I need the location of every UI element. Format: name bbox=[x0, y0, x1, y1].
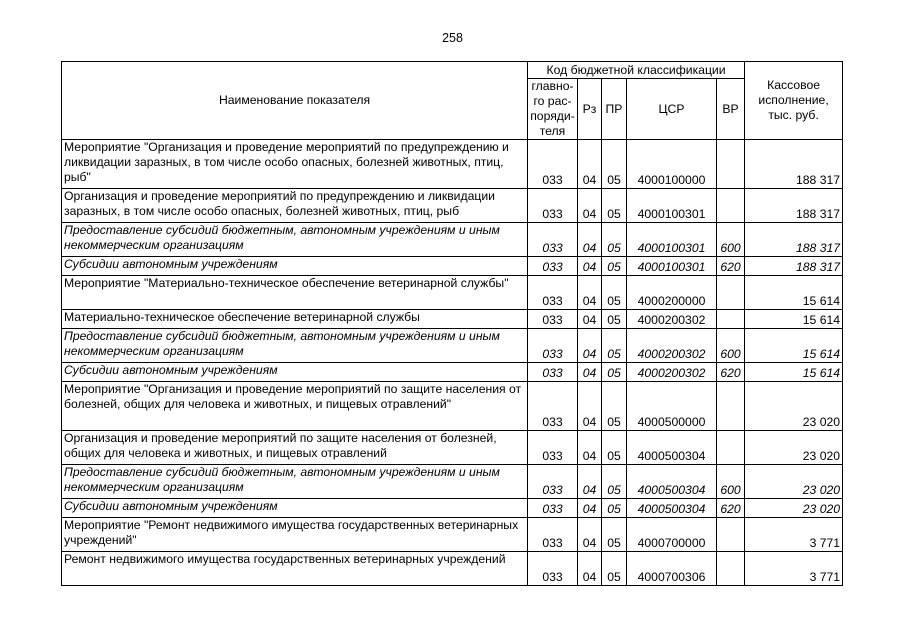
row-gr-cell: 033 bbox=[528, 223, 578, 257]
row-name-cell: Предоставление субсидий бюджетным, автономным учреждениям и иным некоммерческим организациям bbox=[62, 465, 528, 499]
row-name-cell: Организация и проведение мероприятий по предупреждению и ликвидации заразных, в том числе особо опасных, болезней животных, птиц, рыб bbox=[62, 189, 528, 223]
row-vr-cell bbox=[717, 276, 745, 310]
table-row bbox=[62, 465, 843, 499]
row-gr-cell: 033 bbox=[528, 465, 578, 499]
row-gr-cell: 033 bbox=[528, 329, 578, 363]
row-pr-cell: 05 bbox=[602, 257, 627, 276]
budget-execution-table bbox=[61, 61, 843, 586]
row-vr-cell bbox=[717, 382, 745, 431]
row-vr-cell: 600 bbox=[717, 465, 745, 499]
table-row bbox=[62, 310, 843, 329]
table-row bbox=[62, 363, 843, 382]
row-csr-cell: 4000700306 bbox=[627, 552, 717, 586]
row-pr-cell: 05 bbox=[602, 499, 627, 518]
row-csr-cell: 4000200302 bbox=[627, 329, 717, 363]
row-vr-cell bbox=[717, 518, 745, 552]
row-amount-cell: 23 020 bbox=[745, 465, 843, 499]
row-pr-cell: 05 bbox=[602, 276, 627, 310]
table-row bbox=[62, 257, 843, 276]
row-pr-cell: 05 bbox=[602, 140, 627, 189]
row-csr-cell: 4000500304 bbox=[627, 431, 717, 465]
row-name-cell: Субсидии автономным учреждениям bbox=[62, 257, 528, 276]
table-body bbox=[62, 140, 843, 586]
table-row bbox=[62, 431, 843, 465]
row-amount-cell: 188 317 bbox=[745, 223, 843, 257]
table-row bbox=[62, 329, 843, 363]
row-amount-cell: 23 020 bbox=[745, 382, 843, 431]
row-rz-cell: 04 bbox=[578, 257, 602, 276]
row-rz-cell: 04 bbox=[578, 329, 602, 363]
row-amount-cell: 3 771 bbox=[745, 552, 843, 586]
row-vr-cell bbox=[717, 552, 745, 586]
row-name-cell: Субсидии автономным учреждениям bbox=[62, 499, 528, 518]
page-number: 258 bbox=[442, 31, 463, 45]
row-vr-cell bbox=[717, 310, 745, 329]
row-name-cell: Мероприятие "Организация и проведение мероприятий по предупреждению и ликвидации заразных, в том числе особо опасных, болезней животных, птиц, рыб" bbox=[62, 140, 528, 189]
row-rz-cell: 04 bbox=[578, 223, 602, 257]
row-vr-cell: 600 bbox=[717, 329, 745, 363]
row-pr-cell: 05 bbox=[602, 310, 627, 329]
row-csr-cell: 4000500304 bbox=[627, 499, 717, 518]
table-row bbox=[62, 189, 843, 223]
row-pr-cell: 05 bbox=[602, 329, 627, 363]
row-csr-cell: 4000100000 bbox=[627, 140, 717, 189]
row-name-cell: Мероприятие "Ремонт недвижимого имущества государственных ветеринарных учреждений" bbox=[62, 518, 528, 552]
row-name-cell: Организация и проведение мероприятий по защите населения от болезней, общих для человека и животных, и пищевых отравлений bbox=[62, 431, 528, 465]
row-gr-cell: 033 bbox=[528, 189, 578, 223]
col-header-vr: ВР bbox=[717, 79, 745, 140]
row-vr-cell bbox=[717, 431, 745, 465]
row-csr-cell: 4000500000 bbox=[627, 382, 717, 431]
row-amount-cell: 15 614 bbox=[745, 310, 843, 329]
row-gr-cell: 033 bbox=[528, 431, 578, 465]
col-header-code-group: Код бюджетной классификации bbox=[528, 62, 745, 79]
row-rz-cell: 04 bbox=[578, 189, 602, 223]
table-row bbox=[62, 223, 843, 257]
row-csr-cell: 4000100301 bbox=[627, 189, 717, 223]
row-csr-cell: 4000500304 bbox=[627, 465, 717, 499]
col-header-name: Наименование показателя bbox=[62, 62, 528, 140]
row-vr-cell: 620 bbox=[717, 257, 745, 276]
row-pr-cell: 05 bbox=[602, 363, 627, 382]
row-amount-cell: 3 771 bbox=[745, 518, 843, 552]
row-name-cell: Материально-техническое обеспечение ветеринарной службы bbox=[62, 310, 528, 329]
row-gr-cell: 033 bbox=[528, 552, 578, 586]
row-gr-cell: 033 bbox=[528, 310, 578, 329]
row-pr-cell: 05 bbox=[602, 431, 627, 465]
row-gr-cell: 033 bbox=[528, 382, 578, 431]
row-rz-cell: 04 bbox=[578, 431, 602, 465]
row-gr-cell: 033 bbox=[528, 257, 578, 276]
table-row bbox=[62, 499, 843, 518]
row-vr-cell: 600 bbox=[717, 223, 745, 257]
row-name-cell: Предоставление субсидий бюджетным, автономным учреждениям и иным некоммерческим организациям bbox=[62, 223, 528, 257]
row-rz-cell: 04 bbox=[578, 382, 602, 431]
row-amount-cell: 15 614 bbox=[745, 329, 843, 363]
row-rz-cell: 04 bbox=[578, 552, 602, 586]
row-vr-cell: 620 bbox=[717, 363, 745, 382]
col-header-amount: Кассовое исполнение, тыс. руб. bbox=[745, 62, 843, 140]
row-gr-cell: 033 bbox=[528, 499, 578, 518]
row-rz-cell: 04 bbox=[578, 465, 602, 499]
header-row-1 bbox=[62, 62, 843, 79]
row-vr-cell bbox=[717, 189, 745, 223]
table-row bbox=[62, 382, 843, 431]
row-amount-cell: 188 317 bbox=[745, 257, 843, 276]
row-csr-cell: 4000700000 bbox=[627, 518, 717, 552]
row-rz-cell: 04 bbox=[578, 518, 602, 552]
row-amount-cell: 188 317 bbox=[745, 140, 843, 189]
row-rz-cell: 04 bbox=[578, 499, 602, 518]
col-header-rz: Рз bbox=[578, 79, 602, 140]
table-row bbox=[62, 140, 843, 189]
row-vr-cell bbox=[717, 140, 745, 189]
row-name-cell: Ремонт недвижимого имущества государственных ветеринарных учреждений bbox=[62, 552, 528, 586]
row-vr-cell: 620 bbox=[717, 499, 745, 518]
row-amount-cell: 23 020 bbox=[745, 431, 843, 465]
row-csr-cell: 4000100301 bbox=[627, 223, 717, 257]
col-header-pr: ПР bbox=[602, 79, 627, 140]
row-pr-cell: 05 bbox=[602, 189, 627, 223]
row-rz-cell: 04 bbox=[578, 310, 602, 329]
row-name-cell: Мероприятие "Материально-техническое обеспечение ветеринарной службы" bbox=[62, 276, 528, 310]
row-amount-cell: 23 020 bbox=[745, 499, 843, 518]
row-amount-cell: 188 317 bbox=[745, 189, 843, 223]
row-amount-cell: 15 614 bbox=[745, 363, 843, 382]
table-row bbox=[62, 552, 843, 586]
row-pr-cell: 05 bbox=[602, 382, 627, 431]
row-gr-cell: 033 bbox=[528, 276, 578, 310]
row-csr-cell: 4000200302 bbox=[627, 363, 717, 382]
row-gr-cell: 033 bbox=[528, 363, 578, 382]
row-rz-cell: 04 bbox=[578, 140, 602, 189]
row-gr-cell: 033 bbox=[528, 518, 578, 552]
row-pr-cell: 05 bbox=[602, 552, 627, 586]
row-rz-cell: 04 bbox=[578, 363, 602, 382]
table-row bbox=[62, 518, 843, 552]
row-csr-cell: 4000200000 bbox=[627, 276, 717, 310]
row-name-cell: Субсидии автономным учреждениям bbox=[62, 363, 528, 382]
col-header-gr: главно-го рас-поряди-теля bbox=[528, 79, 578, 140]
col-header-csr: ЦСР bbox=[627, 79, 717, 140]
row-pr-cell: 05 bbox=[602, 223, 627, 257]
table-row bbox=[62, 276, 843, 310]
row-csr-cell: 4000200302 bbox=[627, 310, 717, 329]
row-name-cell: Предоставление субсидий бюджетным, автономным учреждениям и иным некоммерческим организациям bbox=[62, 329, 528, 363]
row-gr-cell: 033 bbox=[528, 140, 578, 189]
row-rz-cell: 04 bbox=[578, 276, 602, 310]
row-amount-cell: 15 614 bbox=[745, 276, 843, 310]
row-csr-cell: 4000100301 bbox=[627, 257, 717, 276]
row-name-cell: Мероприятие "Организация и проведение мероприятий по защите населения от болезней, общих для человека и животных, и пищевых отравлений" bbox=[62, 382, 528, 431]
row-pr-cell: 05 bbox=[602, 465, 627, 499]
row-pr-cell: 05 bbox=[602, 518, 627, 552]
